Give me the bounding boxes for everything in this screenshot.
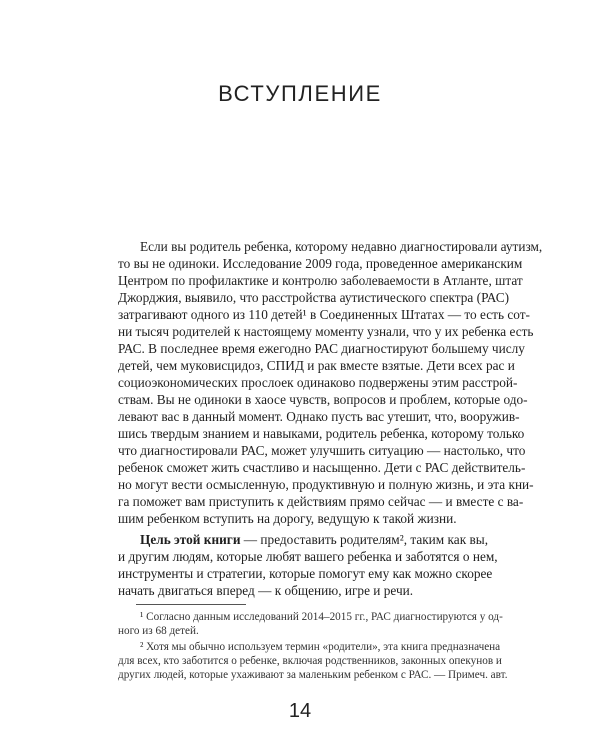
body-text-line: затрагивают одного из 110 детей¹ в Соединенных Штатах — то есть сот- — [118, 307, 530, 322]
body-text-line: ребенок сможет жить счастливо и насыщенно. Дети с РАС действитель- — [118, 460, 526, 475]
body-text-line: детей, чем муковисцидоз, СПИД и рак вместе взятые. Дети всех рас и — [118, 358, 515, 373]
footnote-line: ² Хотя мы обычно используем термин «родители», эта книга предназначена — [140, 641, 501, 653]
body-text-line: шим ребенком вступить на дорогу, ведущую к такой жизни. — [118, 511, 457, 526]
body-text-line: но могут вести осмысленную, продуктивную и полную жизнь, и эта кни- — [118, 477, 534, 492]
body-text-line: Джорджия, выявило, что расстройства аутистического спектра (РАС) — [118, 290, 510, 305]
footnote-divider — [136, 604, 246, 605]
body-text-line: социоэкономических прослоек одинаково подвержены этим расстрой- — [118, 375, 518, 390]
goal-lead-rest: — предоставить родителям², таким как вы, — [240, 532, 489, 547]
footnote-line: ного из 68 детей. — [118, 625, 199, 637]
body-text-line: ствам. Вы не одиноки в хаосе чувств, вопросов и проблем, которые одо- — [118, 392, 528, 407]
body-text-line: шись твердым знанием и навыками, родитель ребенка, которому только — [118, 426, 525, 441]
body-text-line: Если вы родитель ребенка, которому недавно диагностировали аутизм, — [140, 239, 543, 254]
body-text-line: левают вас в данный момент. Однако пусть вас утешит, что, вооружив- — [118, 409, 520, 424]
page-number: 14 — [288, 700, 312, 722]
footnote-line: для всех, кто заботится о ребенке, включая родственников, законных опекунов и — [118, 655, 502, 667]
goal-bold-phrase: Цель этой книги — [140, 532, 241, 547]
body-text-line: ни тысяч родителей к настоящему моменту узнали, что у их ребенка есть — [118, 324, 534, 339]
chapter-title: ВСТУПЛЕНИЕ — [218, 80, 382, 106]
footnote-line: ¹ Согласно данным исследований 2014–2015 гг., РАС диагностируются у од- — [140, 611, 503, 623]
body-text-line: и другим людям, которые любят вашего ребенка и заботятся о нем, — [118, 549, 498, 564]
body-text-line: Центром по профилактике и контролю заболеваемости в Атланте, штат — [118, 273, 523, 288]
body-text-line: начать двигаться вперед — к общению, игре и речи. — [118, 583, 414, 598]
body-text-line: то вы не одиноки. Исследование 2009 года, проведенное американским — [118, 256, 523, 271]
goal-lead-line — [140, 531, 600, 548]
body-text-line: инструменты и стратегии, которые помогут ему как можно скорее — [118, 566, 493, 581]
body-text-line: что диагностировали РАС, может улучшить ситуацию — настолько, что — [118, 443, 526, 458]
body-text-line: РАС. В последнее время ежегодно РАС диагностируют большему числу — [118, 341, 525, 356]
footnote-line: других людей, которые ухаживают за маленьким ребенком с РАС. — Примеч. авт. — [118, 669, 508, 681]
body-text-line: га поможет вам приступить к действиям прямо сейчас — и вместе с ва- — [118, 494, 524, 509]
